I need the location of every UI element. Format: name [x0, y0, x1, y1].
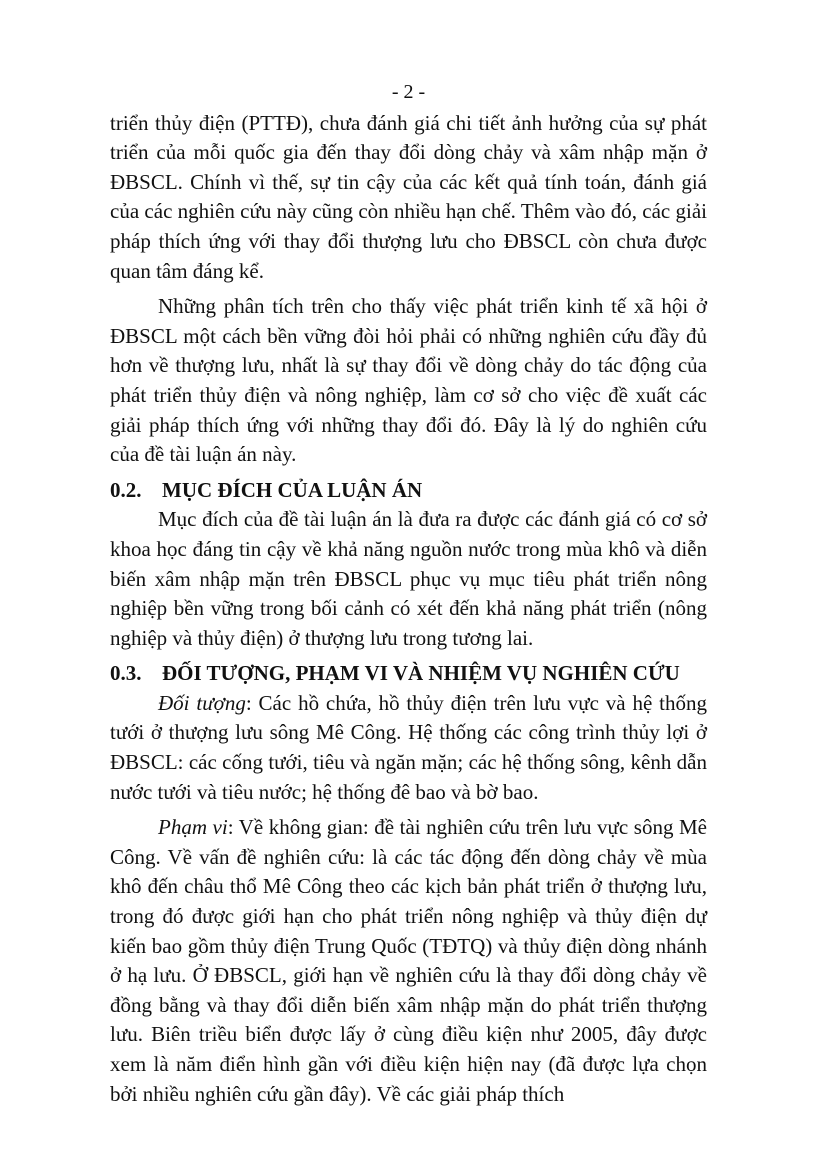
- paragraph-purpose: Mục đích của đề tài luận án là đưa ra được các đánh giá có cơ sở khoa học đáng tin cậy về khả năng nguồn nước trong mùa khô và diễn biến xâm nhập mặn trên ĐBSCL phục vụ mục tiêu phát triển nông nghiệp bền vững trong bối cảnh có xét đến khả năng phát triển (nông nghiệp và thủy điện) ở thượng lưu trong tương lai.: [110, 507, 707, 650]
- document-page: [110, 78, 707, 1109]
- section-title: MỤC ĐÍCH CỦA LUẬN ÁN: [162, 477, 423, 502]
- scope-label: Phạm vi: [158, 815, 228, 840]
- section-title: ĐỐI TƯỢNG, PHẠM VI VÀ NHIỆM VỤ NGHIÊN CỨU: [162, 661, 680, 686]
- object-label: Đối tượng: [158, 690, 246, 715]
- paragraph-continued: triển thủy điện (PTTĐ), chưa đánh giá chi tiết ảnh hưởng của sự phát triển của mỗi quốc gia đến thay đổi dòng chảy và xâm nhập mặn ở ĐBSCL. Chính vì thế, sự tin cậy của các kết quả tính toán, đánh giá của các nghiên cứu này cũng còn nhiều hạn chế. Thêm vào đó, các giải pháp thích ứng với thay đổi thượng lưu cho ĐBSCL còn chưa được quan tâm đáng kể.: [110, 110, 707, 283]
- page-number: - 2 -: [391, 81, 426, 103]
- paragraph-scope: [110, 813, 707, 1109]
- scope-text: : Về không gian: đề tài nghiên cứu trên lưu vực sông Mê Công. Về vấn đề nghiên cứu: là các tác động đến dòng chảy về mùa khô đến châu thổ Mê Công theo các kịch bản phát triển ở thượng lưu, trong đó được giới hạn cho phát triển nông nghiệp và thủy điện dự kiến bao gồm thủy điện Trung Quốc (TĐTQ) và thủy điện dòng nhánh ở hạ lưu. Ở ĐBSCL, giới hạn về nghiên cứu là thay đổi dòng chảy về đồng bằng và thay đổi diễn biến xâm nhập mặn do phát triển thượng lưu. Biên triều biển được lấy ở cùng điều kiện như 2005, đây được xem là năm điển hình gần với điều kiện hiện nay (đã được lựa chọn bởi nhiều nghiên cứu gần đây). Về các giải pháp thích: [110, 815, 707, 1106]
- section-heading-scope: [110, 659, 707, 689]
- section-heading-purpose: [110, 476, 707, 506]
- paragraph-rationale: Những phân tích trên cho thấy việc phát triển kinh tế xã hội ở ĐBSCL một cách bền vững đòi hỏi phải có những nghiên cứu đầy đủ hơn về thượng lưu, nhất là sự thay đổi về dòng chảy do tác động của phát triển thủy điện và nông nghiệp, làm cơ sở cho việc đề xuất các giải pháp thích ứng với những thay đổi đó. Đây là lý do nghiên cứu của đề tài luận án này.: [110, 294, 707, 467]
- object-text: : Các hồ chứa, hồ thủy điện trên lưu vực và hệ thống tưới ở thượng lưu sông Mê Công. Hệ thống các công trình thủy lợi ở ĐBSCL: các cống tưới, tiêu và ngăn mặn; các hệ thống sông, kênh dẫn nước tưới và tiêu nước; hệ thống đê bao và bờ bao.: [110, 690, 707, 804]
- section-number: 0.3.: [110, 661, 142, 686]
- paragraph-object: [110, 689, 707, 807]
- section-number: 0.2.: [110, 477, 142, 502]
